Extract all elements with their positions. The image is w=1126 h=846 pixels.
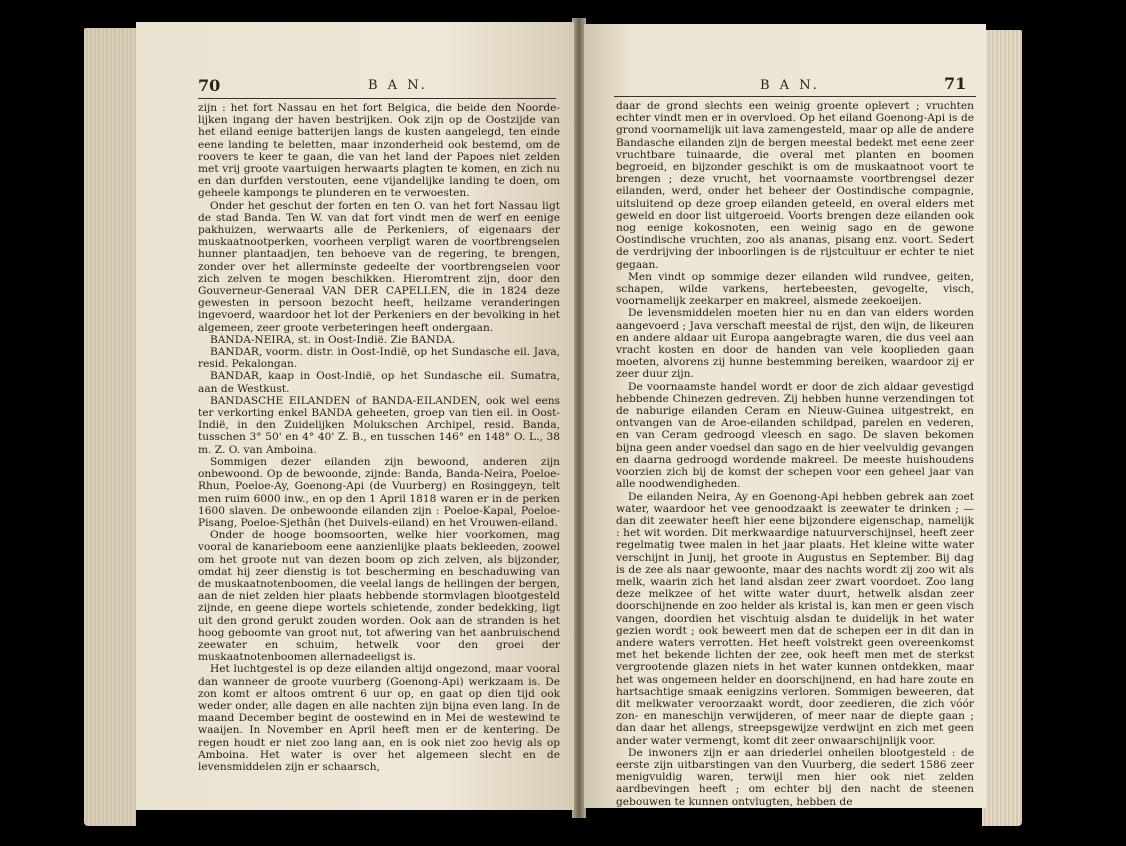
paragraph: daar de grond slechts een weinig groente oplevert ; vruchten echter vindt men er in overvloed. Op het eiland Goenong-Api is de grond voornamelijk uit lava zamengesteld, maar op alle de andere Bandasche eilanden zijn de bergen meestal bedekt met eene zeer vruchtbare tuinaarde, die overal met planten en boomen begroeid, en bijzonder geschikt is om de muskaatnoot voort te brengen ; deze vrucht, het voornaamste voortbrengsel dezer eilanden, werd, onder het beheer der Oostindische compagnie, uitsluitend op deze groep eilanden geteeld, en overal elders met geweld en door list uitgeroeid. Voorts brengen deze eilanden ook nog eenige kokosnoten, een weinig sago en de gewone Oostindische vruchten, zoo als ananas, pisang enz. voort. Sedert de verdrijving der inboorlingen is de rijstcultuur er echter te niet gegaan.: [616, 100, 974, 271]
paragraph: BANDAR, voorm. distr. in Oost-Indië, op het Sundasche eil. Java, resid. Pekalongan.: [198, 346, 560, 371]
paragraph: Onder het geschut der forten en ten O. van het fort Nassau ligt de stad Banda. Ten W. van dat fort vindt men de werf en eenige pakhuizen, werwaarts alle de Perkeniers, of eigenaars der muskaatnootperken, voorheen verpligt waren de voortbrengselen hunner plantaadjen, ten behoeve van de regering, te brengen, zonder over het allerminste gedeelte der voortbrengselen voor zich zelven te mogen beschikken. Hieromtrent zijn, door den Gouverneur-Generaal VAN DER CAPELLEN, die in 1824 deze gewesten in persoon bezocht heeft, heilzame veranderingen ingevoerd, waardoor het lot der Perkeniers en der bevolking in het algemeen, zeer groote verbeteringen heeft ondergaan.: [198, 199, 560, 334]
paragraph: De levensmiddelen moeten hier nu en dan van elders worden aangevoerd ; Java verschaft meestal de rijst, den wijn, de likeuren en andere aldaar uit Europa aangebragte waren, die dus veel aan vracht kosten en door de handen van vele kooplieden gaan moeten, alvorens zij hunne bestemming bereiken, waardoor zij er zeer duur zijn.: [616, 307, 974, 381]
right-page-number: 71: [944, 74, 967, 93]
right-page-text: [616, 100, 974, 808]
paragraph: De inwoners zijn er aan driederlei onheilen blootgesteld : de eerste zijn uitbarstingen van den Vuurberg, die sedert 1586 zeer menigvuldig waren, terwijl men hier ook niet zelden aardbevingen heeft ; om echter bij den nacht de steenen gebouwen te kunnen ontvlugten, hebben de: [616, 746, 974, 808]
paragraph: Onder de hooge boomsoorten, welke hier voorkomen, mag vooral de kanarieboom eene aanzienlijke plaats bekleeden, zoowel om het groote nut van dezen boom op zich zelven, als bijzonder, omdat hij zeer dienstig is tot bescherming en beschaduwing van de muskaatnotenboomen, die veelal langs de hellingen der bergen, aan de niet zelden hier plaats hebbende stormvlagen blootgesteld zijnde, en geene diepe wortels schietende, zonder bedekking, ligt uit den grond gerukt zouden worden. Ook aan de stranden is het hoog geboomte van groot nut, tot afwering van het aanbruischend zeewater en schuim, hetwelk voor den groei der muskaatnotenboomen allernadeeligst is.: [198, 529, 560, 664]
left-page-edges: [84, 28, 136, 826]
paragraph: BANDAR, kaap in Oost-Indië, op het Sundasche eil. Sumatra, aan de Westkust.: [198, 370, 560, 395]
paragraph: Men vindt op sommige dezer eilanden wild rundvee, geiten, schapen, wilde varkens, hertebeesten, gevogelte, visch, voornamelijk zeekarper en makreel, alsmede zeekoeijen.: [616, 270, 974, 308]
paragraph: Sommigen dezer eilanden zijn bewoond, anderen zijn onbewoond. Op de bewoonde, zijnde: Banda, Banda-Neira, Poeloe-Rhun, Poeloe-Ay, Goenong-Api (de Vuurberg) en Rosinggeyn, telt men ruim 6000 inw., en op den 1 April 1818 waren er in de perken 1600 slaven. De onbewoonde eilanden zijn : Poeloe-Kapal, Poeloe-Pisang, Poeloe-Sjethân (het Duivels-eiland) en het Vrouwen-eiland.: [198, 455, 560, 529]
right-page-edges: [982, 30, 1022, 826]
right-header-rule: [614, 96, 976, 97]
left-header-rule: [198, 98, 556, 99]
paragraph: De voornaamste handel wordt er door de zich aldaar gevestigd hebbende Chinezen gedreven. Zij hebben hunne verzendingen tot de naburige eilanden Ceram en Nieuw-Guinea uitgestrekt, en ontvangen van de Aroe-eilanden schildpad, parelen en vederen, en van Ceram gedroogd vleesch en sago. De slaven bekomen bijna geen ander voedsel dan sago en de hier veelvuldig gevangen en daarna gedroogd wordende makreel. De meeste huishoudens voorzien zich bij de komst der schepen voor een geheel jaar van alle noodwendigheden.: [616, 380, 974, 491]
right-running-head: B A N.: [760, 78, 820, 93]
paragraph: De eilanden Neira, Ay en Goenong-Api hebben gebrek aan zoet water, waardoor het vee genoodzaakt is zeewater te drinken ; — dan dit zeewater heeft hier eene bijzondere eigenschap, namelijk : het wit worden. Dit merkwaardige natuurverschijnsel, heeft zeer regelmatig twee malen in het jaar plaats. Het kleine witte water verschijnt in Junij, het groote in Augustus en September. Bij dag is de zee als naar gewoonte, maar des nachts wordt zij zoo wit als melk, waarin zich het land alsdan zeer zwart voordoet. Zoo lang deze melkzee of het witte water duurt, hetwelk alsdan zeer doorschijnende en zoo helder als kristal is, kan men er geen visch vangen, doordien het vischtuig alsdan te duidelijk in het water gezien wordt ; ook beweert men dat de schepen eer in dit dan in andere waters verrotten. Het heeft volstrekt geen overeenkomst met het bekende lichten der zee, ook heeft men met de sterkst vergrootende glazen niets in het water kunnen ontdekken, maar het was ongemeen helder en doorschijnend, en had hare zoute en hartsachtige smaak eenigzins verloren. Sommigen beweeren, dat dit melkwater veroorzaakt wordt, door zeedieren, die zich vóór zon- en maneschijn verwijderen, of meer naar de diepte gaan ; dan daar het allengs, streepsgewijze verdwijnt en zich met geen ander water vermengt, komt dit zeer onwaarschijnlijk voor.: [616, 490, 974, 747]
paragraph: Het luchtgestel is op deze eilanden altijd ongezond, maar vooral dan wanneer de groote vuurberg (Goenong-Api) werkzaam is. De zon komt er altoos omtrent 6 uur op, en gaat op dien tijd ook weder onder, alle dagen en alle nachten zijn bijna even lang. In de maand December begint de oostewind en in Mei de westewind te waaijen. In November en April heeft men er de kentering. De regen houdt er niet zoo lang aan, en is ook niet zoo hevig als op Amboina. Het water is over het algemeen slecht en de levensmiddelen zijn er schaarsch,: [198, 663, 560, 773]
paragraph: BANDASCHE EILANDEN of BANDA-EILANDEN, ook wel eens ter verkorting enkel BANDA geheeten, groep van tien eil. in Oost-Indië, in den Zuidelijken Molukschen Archipel, resid. Banda, tusschen 3° 50' en 4° 40' Z. B., en tusschen 146° en 148° O. L., 38 m. Z. O. van Amboina.: [198, 394, 560, 456]
right-page: [584, 24, 986, 808]
left-running-head: B A N.: [368, 78, 428, 93]
left-page-number: 70: [198, 76, 221, 95]
paragraph: zijn : het fort Nassau en het fort Belgica, die beide den Noorde-lijken ingang der haven bestrijken. Ook zijn op de Oostzijde van het eiland eenige batterijen langs de kusten aangelegd, ten einde eene landing te beletten, maar inzonderheid ook bestemd, om de roovers te keer te gaan, die van het land der Papoes niet zelden met vrij groote vaartuigen herwaarts plagten te komen, en zich nu en dan durfden verstouten, eene vijandelijke landing te doen, om geheele kampongs te plunderen en te verwoesten.: [198, 102, 560, 200]
paragraph: BANDA-NEIRA, st. in Oost-Indië. Zie BANDA.: [210, 333, 456, 346]
left-page: [136, 22, 574, 810]
left-page-text: [198, 102, 560, 802]
